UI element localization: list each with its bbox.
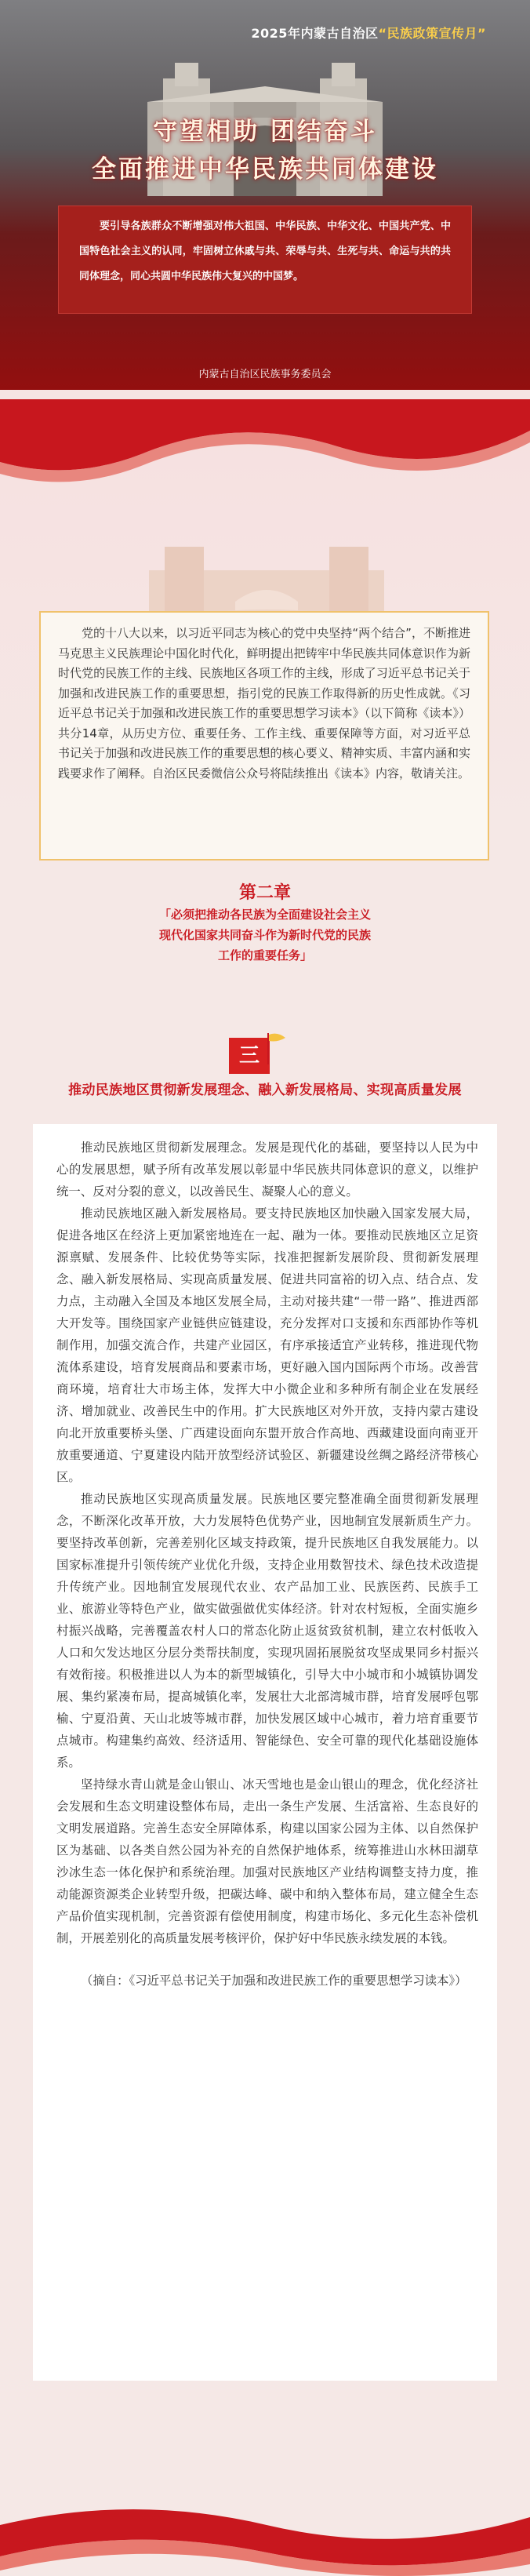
chapter-subtitle	[118, 904, 412, 966]
chapter-subtitle-line: 工作的重要任务」	[217, 948, 312, 962]
red-flag-decoration	[0, 399, 530, 493]
chapter-subtitle-line: 「必须把推动各民族为全面建设社会主义	[158, 908, 371, 922]
campaign-label-prefix: 2025年内蒙古自治区	[251, 26, 379, 41]
article-section	[0, 399, 530, 2576]
slogan-line-2: 全面推进中华民族共同体建设	[92, 155, 438, 184]
hero-banner	[0, 0, 530, 390]
intro-text: 党的十八大以来，以习近平同志为核心的党中央坚持“两个结合”，不断推进马克思主义民族理论中国化时代化，鲜明提出把铸牢中华民族共同体意识作为新时代党的民族工作的主线、民族地区各项工作的主线，形成了习近平总书记关于加强和改进民族工作的重要思想，指引党的民族工作取得新的历史性成就。《习近平总书记关于加强和改进民族工作的重要思想学习读本》（以下简称《读本》）共分14章，从历史方位、重要任务、工作主线、重要保障等方面，对习近平总书记关于加强和改进民族工作的重要思想的核心要义、精神实质、丰富内涵和实践要求作了阐释。自治区民委微信公众号将陆续推出《读本》内容，敬请关注。	[58, 626, 470, 780]
section-heading: 推动民族地区贯彻新发展理念、融入新发展格局、实现高质量发展	[68, 1082, 462, 1098]
campaign-label-quote: “民族政策宣传月”	[378, 26, 486, 41]
hero-quote-panel	[58, 206, 472, 314]
intro-box	[39, 611, 489, 860]
article-body	[33, 1124, 497, 2381]
chapter-subtitle-line: 现代化国家共同奋斗作为新时代党的民族	[158, 928, 371, 942]
campaign-label	[251, 24, 486, 42]
small-flag-icon	[265, 1033, 287, 1064]
publisher-footer: 内蒙古自治区民族事务委员会	[198, 369, 332, 380]
section-number-badge: 三	[229, 1038, 270, 1074]
slogan-line-1: 守望相助 团结奋斗	[153, 118, 377, 146]
source-citation: （摘自：《习近平总书记关于加强和改进民族工作的重要思想学习读本》）	[81, 1974, 467, 1988]
body-paragraph: 推动民族地区贯彻新发展理念。发展是现代化的基础，要坚持以人民为中心的发展思想，赋予所有改革发展以彰显中华民族共同体意识的意义，以维护统一、反对分裂的意义，以改善民生、凝聚人心的意义。	[56, 1141, 478, 1199]
chapter-title: 第二章	[238, 883, 291, 903]
section-gap	[0, 390, 530, 399]
body-paragraph: 坚持绿水青山就是金山银山、冰天雪地也是金山银山的理念，优化经济社会发展和生态文明建设整体布局，走出一条生产发展、生活富裕、生态良好的文明发展道路。完善生态安全屏障体系，构建以国家公园为主体、以自然保护区为基础、以各类自然公园为补充的自然保护地体系，统筹推进山水林田湖草沙冰生态一体化保护和系统治理。加强对民族地区产业结构调整支持力度，推动能源资源类企业转型升级，把碳达峰、碳中和纳入整体布局，建立健全生态产品价值实现机制，完善资源有偿使用制度，构建市场化、多元化生态补偿机制，开展差别化的高质量发展考核评价，保护好中华民族永续发展的本钱。	[56, 1777, 478, 1945]
hero-quote-text: 要引导各族群众不断增强对伟大祖国、中华民族、中华文化、中国共产党、中国特色社会主义的认同，牢固树立休戚与共、荣辱与共、生死与共、命运与共的共同体理念，同心共圆中华民族伟大复兴的中国梦。	[79, 220, 451, 282]
red-ribbon-decoration	[0, 2478, 530, 2576]
body-paragraph: 推动民族地区融入新发展格局。要支持民族地区加快融入国家发展大局，促进各地区在经济上更加紧密地连在一起、融为一体。要推动民族地区立足资源禀赋、发展条件、比较优势等实际，找准把握新发展阶段、贯彻新发展理念、融入新发展格局、实现高质量发展、促进共同富裕的切入点、结合点、发力点，主动融入全国及本地区发展全局，主动对接共建“一带一路”、推进西部大开发等。围绕国家产业链供应链建设，充分发挥对口支援和东西部协作等机制作用，加强交流合作，共建产业园区，有序承接适宜产业转移，推进现代物流体系建设，培育发展商品和要素市场，更好融入国内国际两个市场。改善营商环境，培育壮大市场主体，发挥大中小微企业和多种所有制企业在发展经济、增加就业、改善民生中的作用。扩大民族地区对外开放，支持内蒙古建设向北开放重要桥头堡、广西建设面向东盟开放合作高地、西藏建设面向南亚开放重要通道、宁夏建设内陆开放型经济试验区、新疆建设丝绸之路经济带核心区。	[56, 1206, 478, 1484]
body-paragraph: 推动民族地区实现高质量发展。民族地区要完整准确全面贯彻新发展理念，不断深化改革开放，大力发展特色优势产业，因地制宜发展新质生产力。要坚持改革创新，完善差别化区域支持政策，提升民族地区自我发展能力。以国家标准提升引领传统产业优化升级，支持企业用数智技术、绿色技术改造提升传统产业。因地制宜发展现代农业、农产品加工业、民族医药、民族手工业、旅游业等特色产业，做实做强做优实体经济。针对农村短板，全面实施乡村振兴战略，完善覆盖农村人口的常态化防止返贫致贫机制，建立农村低收入人口和欠发达地区分层分类帮扶制度，实现巩固拓展脱贫攻坚成果同乡村振兴有效衔接。积极推进以人为本的新型城镇化，引导大中小城市和小城镇协调发展、集约紧凑布局，提高城镇化率，发展壮大北部湾城市群，培育发展呼包鄂榆、宁夏沿黄、天山北坡等城市群，加快发展区域中心城市，着力培育重要节点城市。构建集约高效、经济适用、智能绿色、安全可靠的现代化基础设施体系。	[56, 1492, 478, 1770]
